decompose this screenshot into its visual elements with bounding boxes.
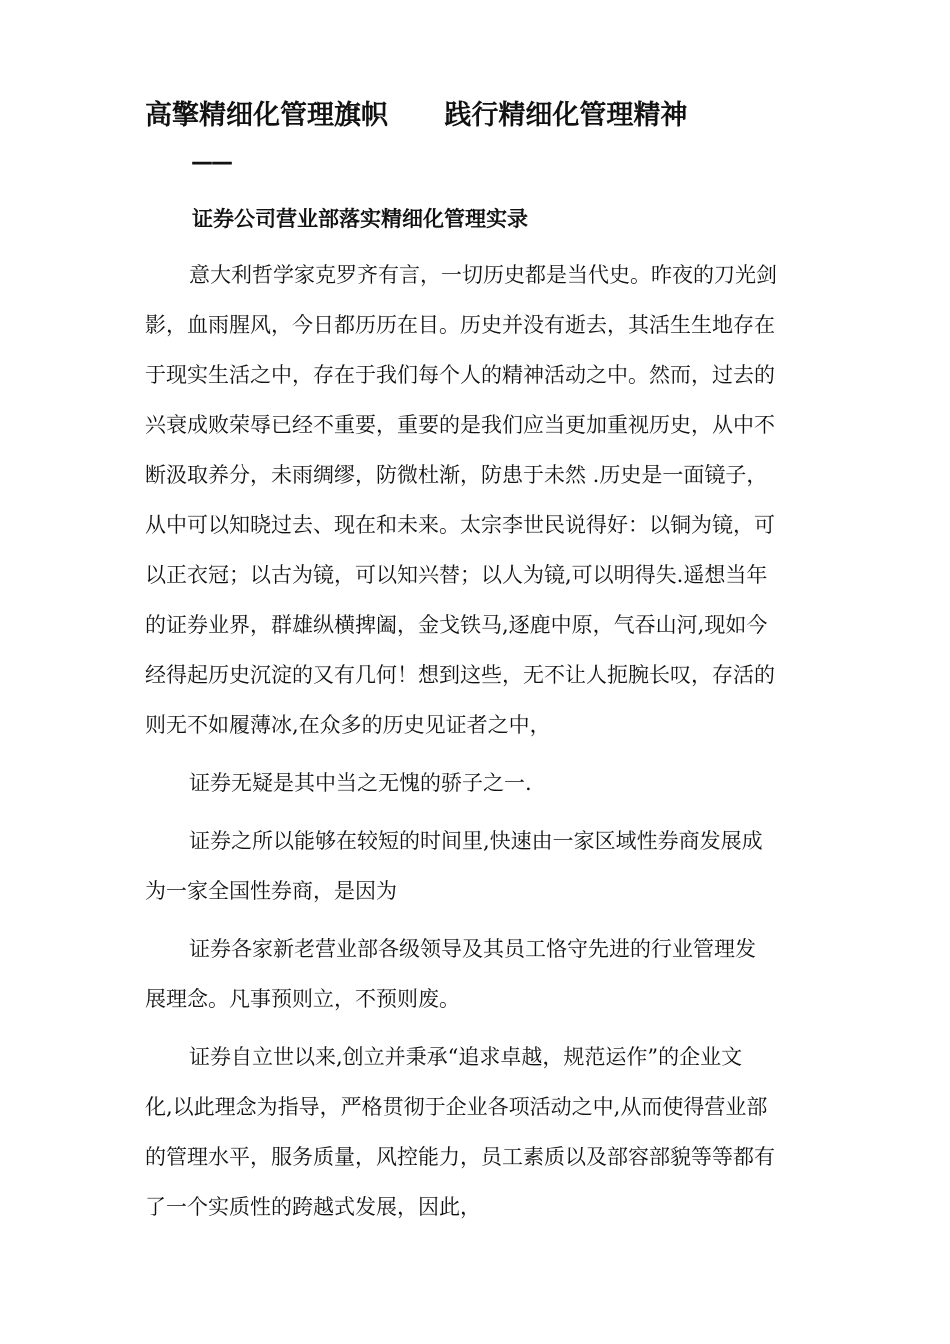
text-line: 展理念。凡事预则立，不预则废。	[145, 987, 460, 1011]
paragraph	[145, 924, 817, 1024]
paragraph	[145, 758, 817, 808]
text-line: 的管理水平，服务质量，风控能力，员工素质以及部容部貌等等都有	[145, 1145, 775, 1169]
text-line: 证券之所以能够在较短的时间里,快速由一家区域性券商发展成	[189, 829, 763, 853]
text-line: 化,以此理念为指导，严格贯彻于企业各项活动之中,从而使得营业部	[145, 1095, 768, 1119]
text-line: 于现实生活之中，存在于我们每个人的精神活动之中。然而，过去的	[145, 363, 775, 387]
text-line: 从中可以知晓过去、现在和未来。太宗李世民说得好：以铜为镜，可	[145, 513, 775, 537]
text-line: 影，血雨腥风，今日都历历在目。历史并没有逝去，其活生生地存在	[145, 313, 775, 337]
document-subtitle: 证券公司营业部落实精细化管理实录	[192, 207, 528, 231]
paragraph	[145, 1032, 817, 1232]
text-line: 证券自立世以来,创立并秉承“追求卓越，规范运作”的企业文	[189, 1045, 743, 1069]
text-line: 证券各家新老营业部各级领导及其员工恪守先进的行业管理发	[189, 937, 756, 961]
text-line: 兴衰成败荣辱已经不重要，重要的是我们应当更加重视历史，从中不	[145, 413, 775, 437]
text-line: 证券无疑是其中当之无愧的骄子之一.	[189, 771, 532, 795]
title-dash: ——	[191, 150, 231, 175]
text-line: 了一个实质性的跨越式发展，因此，	[145, 1195, 481, 1219]
text-line: 为一家全国性券商，是因为	[145, 879, 397, 903]
text-line: 以正衣冠；以古为镜，可以知兴替；以人为镜,可以明得失.遥想当年	[145, 563, 768, 587]
text-line: 意大利哲学家克罗齐有言，一切历史都是当代史。昨夜的刀光剑	[189, 263, 777, 287]
paragraph	[145, 816, 817, 916]
text-line: 的证券业界，群雄纵横捭阖，金戈铁马,逐鹿中原，气吞山河,现如今	[145, 613, 768, 637]
paragraph	[145, 250, 817, 750]
text-line: 则无不如履薄冰,在众多的历史见证者之中，	[145, 713, 551, 737]
text-line: 断汲取养分，未雨绸缪，防微杜渐，防患于未然 .历史是一面镜子，	[145, 463, 768, 487]
text-line: 经得起历史沉淀的又有几何！想到这些，无不让人扼腕长叹，存活的	[145, 663, 775, 687]
document-title: 高擎精细化管理旗帜 践行精细化管理精神	[145, 100, 688, 131]
document-body	[145, 250, 817, 1240]
